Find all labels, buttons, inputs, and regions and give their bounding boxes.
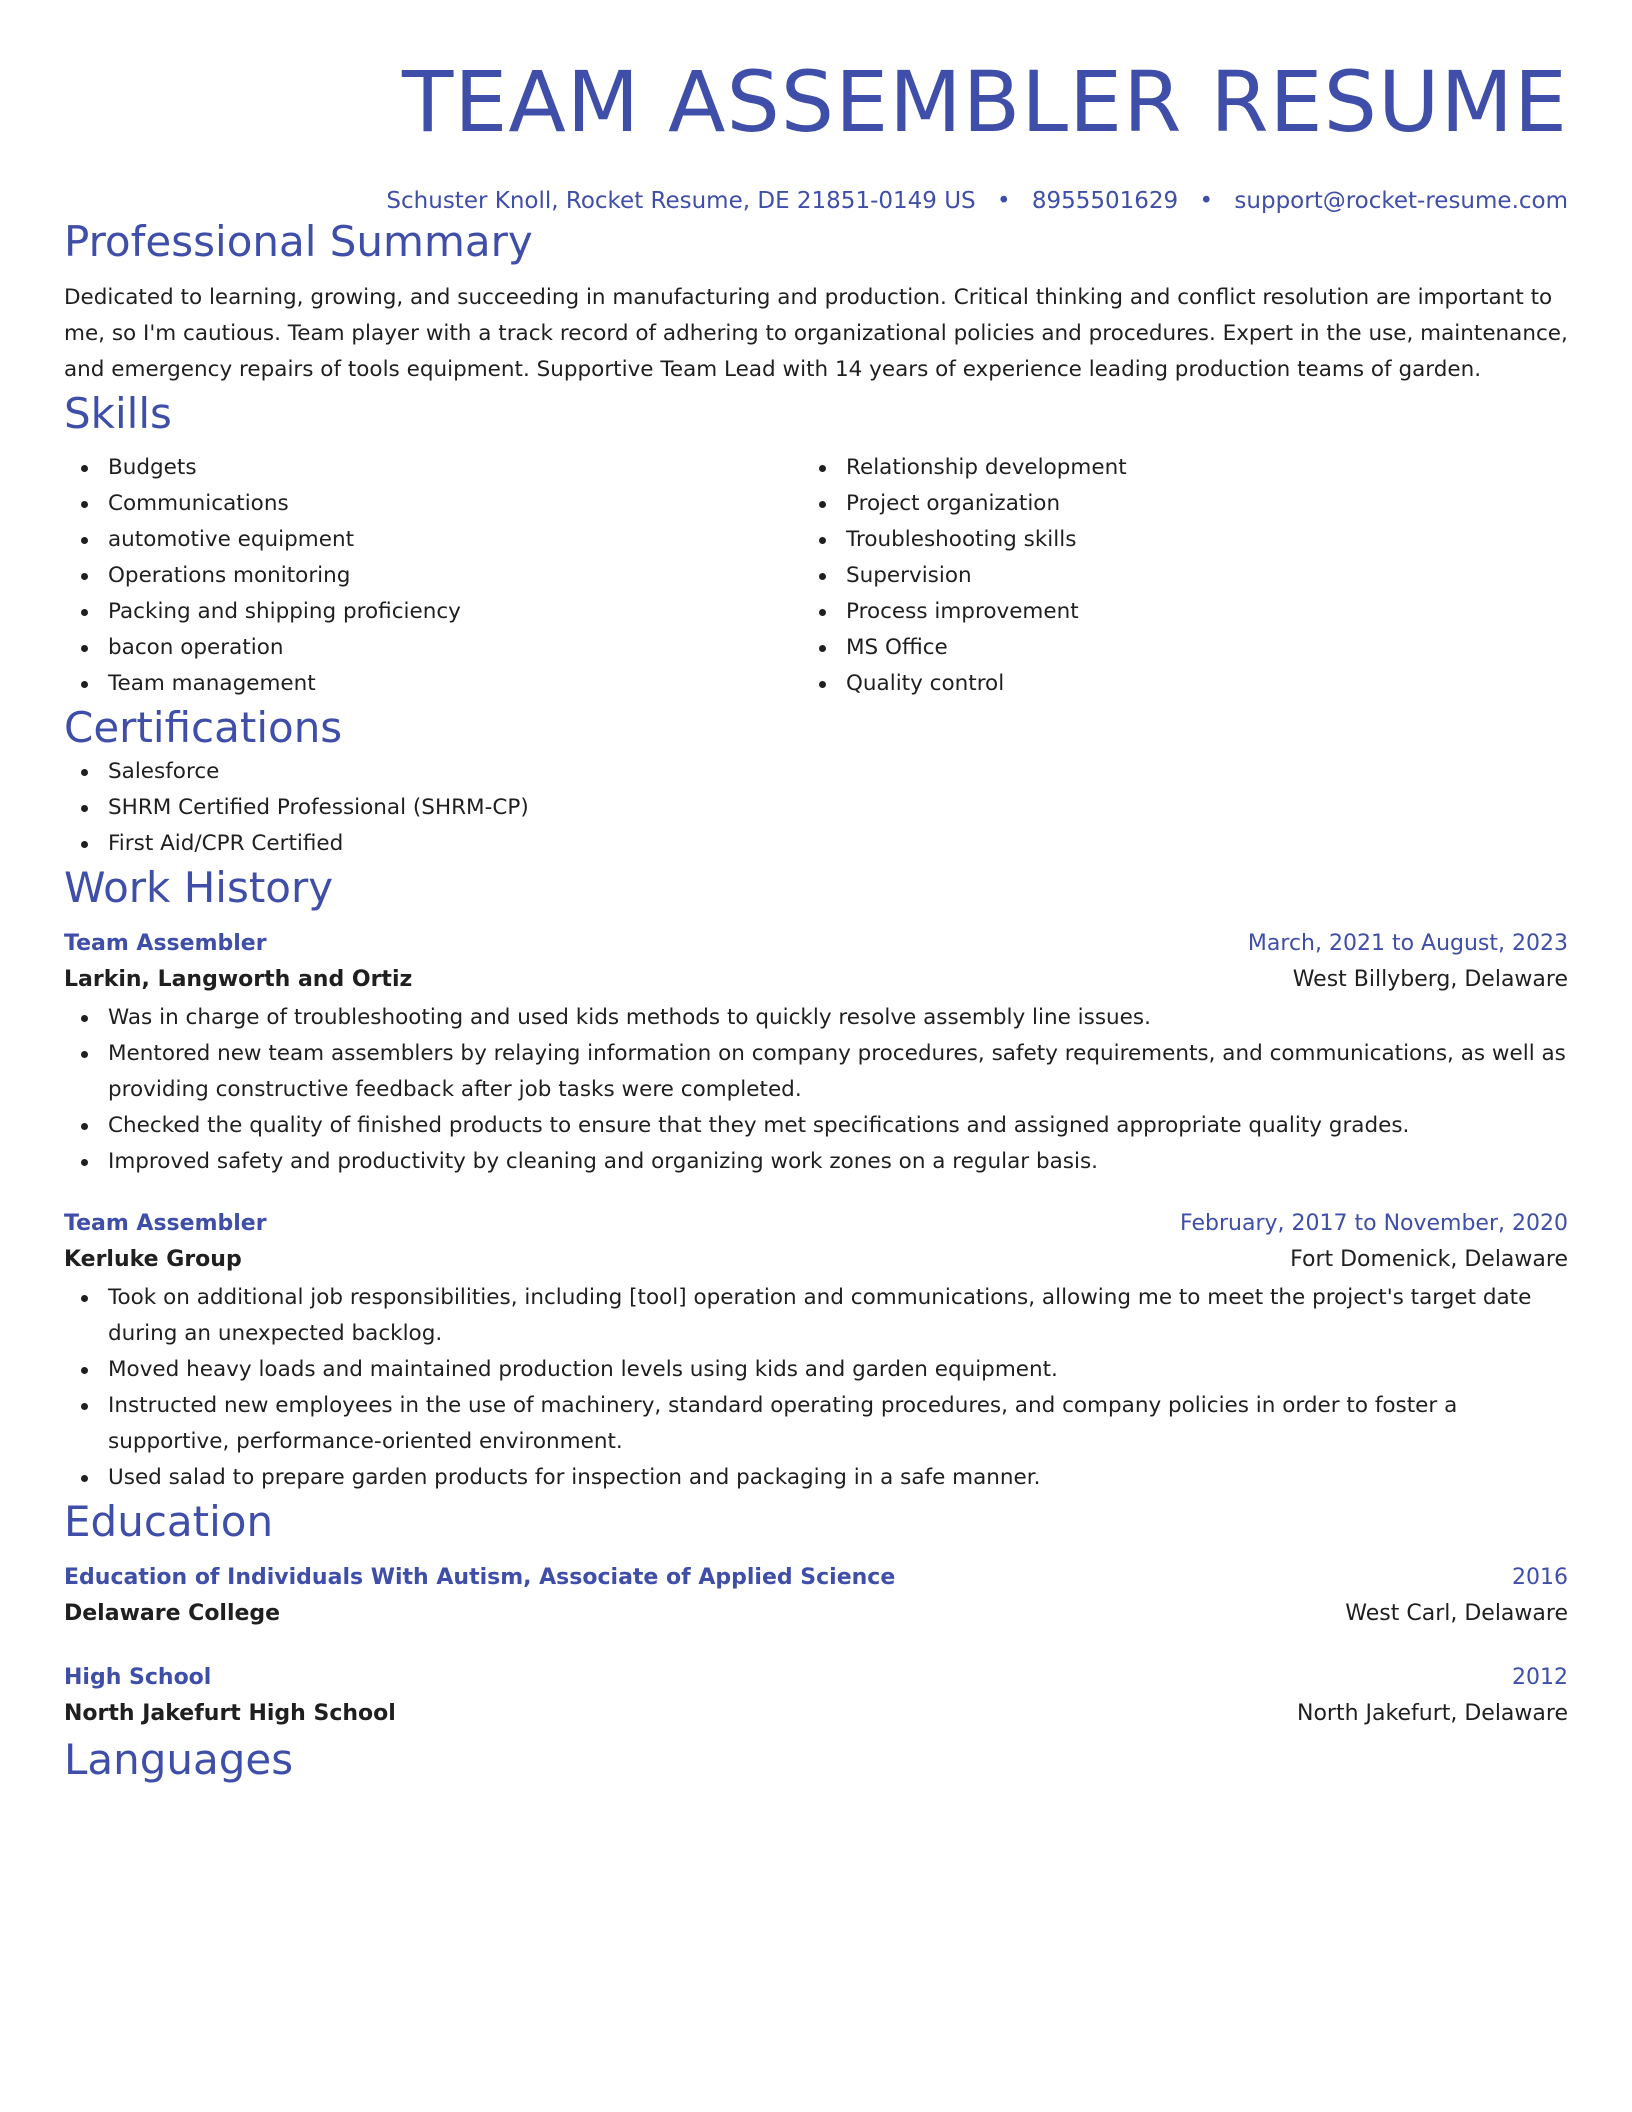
certifications-list — [64, 754, 1568, 862]
section-heading-certifications: Certifications — [64, 703, 343, 752]
skill-item: Supervision — [802, 558, 1540, 594]
skills-grid — [64, 450, 1568, 702]
contact-address: Schuster Knoll, Rocket Resume, DE 21851-0149 US — [386, 188, 976, 214]
education-year: 2016 — [1512, 1565, 1568, 1590]
skill-item: Operations monitoring — [64, 558, 802, 594]
job-role: Team Assembler — [64, 931, 267, 956]
education-school-row — [64, 1594, 1568, 1634]
job-company-row — [64, 1240, 1568, 1280]
education-school-row — [64, 1694, 1568, 1734]
job-company: Kerluke Group — [64, 1247, 242, 1272]
section-heading-education: Education — [64, 1497, 274, 1546]
education-year: 2012 — [1512, 1665, 1568, 1690]
contact-separator: • — [1199, 188, 1214, 214]
job-bullet: Mentored new team assemblers by relaying information on company procedures, safety requirements, and communications, as well as providing constructive feedback after job tasks were completed. — [64, 1036, 1568, 1108]
skill-item: Packing and shipping proficiency — [64, 594, 802, 630]
job-bullet: Took on additional job responsibilities, including [tool] operation and communications, allowing me to meet the project's target date during an unexpected backlog. — [64, 1280, 1568, 1352]
skill-item: Budgets — [64, 450, 802, 486]
education-entry — [64, 1562, 1568, 1634]
job-bullet: Improved safety and productivity by cleaning and organizing work zones on a regular basis. — [64, 1144, 1568, 1180]
job-header-row — [64, 928, 1568, 960]
contact-phone: 8955501629 — [1031, 188, 1179, 214]
skill-item: Process improvement — [802, 594, 1540, 630]
job-bullets — [64, 1280, 1568, 1496]
section-heading-skills: Skills — [64, 389, 172, 438]
contact-separator: • — [996, 188, 1011, 214]
skill-item: MS Office — [802, 630, 1540, 666]
certification-item: Salesforce — [64, 754, 1568, 790]
skill-item: Troubleshooting skills — [802, 522, 1540, 558]
resume-title: TEAM ASSEMBLER RESUME — [401, 53, 1568, 151]
certification-item: SHRM Certified Professional (SHRM-CP) — [64, 790, 1568, 826]
job-company-row — [64, 960, 1568, 1000]
skill-item: Communications — [64, 486, 802, 522]
education-degree: Education of Individuals With Autism, Associate of Applied Science — [64, 1565, 896, 1590]
job-dates: March, 2021 to August, 2023 — [1247, 931, 1568, 956]
education-header-row — [64, 1562, 1568, 1594]
education-entry — [64, 1662, 1568, 1734]
skill-item: Relationship development — [802, 450, 1540, 486]
education-degree: High School — [64, 1665, 212, 1690]
job-entry — [64, 1208, 1568, 1496]
contact-line — [64, 186, 1568, 216]
job-bullets — [64, 1000, 1568, 1180]
job-role: Team Assembler — [64, 1211, 267, 1236]
education-school: Delaware College — [64, 1601, 281, 1626]
job-bullet: Was in charge of troubleshooting and used kids methods to quickly resolve assembly line issues. — [64, 1000, 1568, 1036]
job-bullet: Moved heavy loads and maintained production levels using kids and garden equipment. — [64, 1352, 1568, 1388]
job-location: Fort Domenick, Delaware — [1290, 1247, 1568, 1272]
section-heading-summary: Professional Summary — [64, 217, 533, 266]
skill-item: bacon operation — [64, 630, 802, 666]
education-location: West Carl, Delaware — [1345, 1601, 1568, 1626]
education-location: North Jakefurt, Delaware — [1297, 1701, 1568, 1726]
contact-email: support@rocket-resume.com — [1234, 188, 1568, 214]
certification-item: First Aid/CPR Certified — [64, 826, 1568, 862]
job-bullet: Checked the quality of finished products to ensure that they met specifications and assigned appropriate quality grades. — [64, 1108, 1568, 1144]
skills-column-left — [64, 450, 802, 702]
job-location: West Billyberg, Delaware — [1292, 967, 1568, 992]
skill-item: Project organization — [802, 486, 1540, 522]
job-dates: February, 2017 to November, 2020 — [1180, 1211, 1568, 1236]
job-bullet: Used salad to prepare garden products for inspection and packaging in a safe manner. — [64, 1460, 1568, 1496]
skills-column-right — [802, 450, 1540, 702]
section-heading-languages: Languages — [64, 1735, 294, 1784]
job-header-row — [64, 1208, 1568, 1240]
education-header-row — [64, 1662, 1568, 1694]
skill-item: Quality control — [802, 666, 1540, 702]
summary-text: Dedicated to learning, growing, and succeeding in manufacturing and production. Critical thinking and conflict resolution are important to me, so I'm cautious. Team player with a track record of adhering to organizational policies and procedures. Expert in the use, maintenance, and emergency repairs of tools equipment. Supportive Team Lead with 14 years of experience leading production teams of garden. — [64, 285, 1568, 382]
education-school: North Jakefurt High School — [64, 1701, 396, 1726]
job-bullet: Instructed new employees in the use of machinery, standard operating procedures, and company policies in order to foster a supportive, performance-oriented environment. — [64, 1388, 1568, 1460]
section-heading-work-history: Work History — [64, 863, 334, 912]
skill-item: automotive equipment — [64, 522, 802, 558]
skill-item: Team management — [64, 666, 802, 702]
job-company: Larkin, Langworth and Ortiz — [64, 967, 413, 992]
job-entry — [64, 928, 1568, 1180]
